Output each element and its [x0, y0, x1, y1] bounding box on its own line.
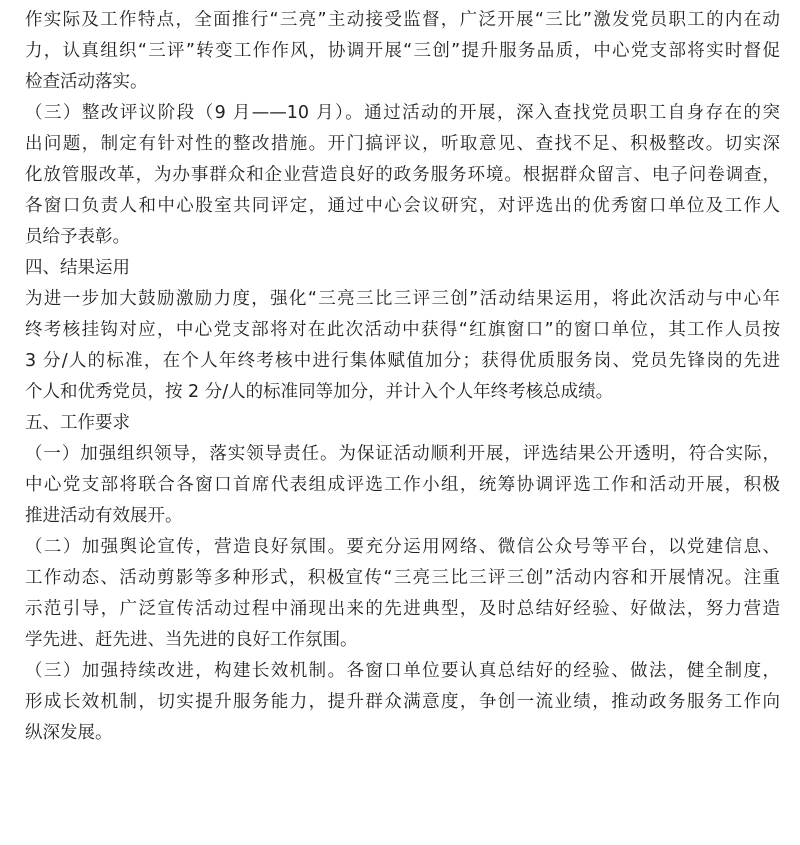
text-line: 推进活动有效展开。 — [25, 506, 183, 526]
text-line: 检查活动落实。 — [25, 72, 148, 92]
text-line: （三）整改评议阶段（9 月——10 月）。通过活动的开展，深入查找党员职工自身存在的突 — [25, 103, 780, 123]
text-line: 学先进、赶先进、当先进的良好工作氛围。 — [25, 630, 358, 650]
text-line: 各窗口负责人和中心股室共同评定，通过中心会议研究，对评选出的优秀窗口单位及工作人 — [25, 196, 780, 216]
text-line: 纵深发展。 — [25, 723, 113, 743]
text-line: 四、结果运用 — [25, 258, 130, 278]
text-line: 五、工作要求 — [25, 413, 130, 433]
text-line: 化放管服改革，为办事群众和企业营造良好的政务服务环境。根据群众留言、电子问卷调查， — [25, 165, 780, 185]
text-line: 员给予表彰。 — [25, 227, 130, 247]
text-line: （三）加强持续改进，构建长效机制。各窗口单位要认真总结好的经验、做法，健全制度， — [25, 661, 780, 681]
text-line: 个人和优秀党员，按 2 分/人的标准同等加分，并计入个人年终考核总成绩。 — [25, 382, 614, 402]
text-line: （二）加强舆论宣传，营造良好氛围。要充分运用网络、微信公众号等平台，以党建信息、 — [25, 537, 780, 557]
text-line: 工作动态、活动剪影等多种形式，积极宣传“三亮三比三评三创”活动内容和开展情况。注重 — [25, 568, 780, 588]
text-line: （一）加强组织领导，落实领导责任。为保证活动顺利开展，评选结果公开透明，符合实际， — [25, 444, 780, 464]
text-line: 终考核挂钩对应，中心党支部将对在此次活动中获得“红旗窗口”的窗口单位，其工作人员按 — [25, 320, 780, 340]
text-line: 为进一步加大鼓励激励力度，强化“三亮三比三评三创”活动结果运用，将此次活动与中心年 — [25, 289, 780, 309]
text-line: 3 分/人的标准，在个人年终考核中进行集体赋值加分；获得优质服务岗、党员先锋岗的先进 — [25, 351, 780, 371]
document-body — [25, 0, 780, 749]
text-line: 示范引导，广泛宣传活动过程中涌现出来的先进典型，及时总结好经验、好做法，努力营造 — [25, 599, 780, 619]
text-line: 作实际及工作特点，全面推行“三亮”主动接受监督，广泛开展“三比”激发党员职工的内在动 — [25, 10, 780, 30]
text-line: 出问题，制定有针对性的整改措施。开门搞评议，听取意见、查找不足、积极整改。切实深 — [25, 134, 780, 154]
text-line: 形成长效机制，切实提升服务能力，提升群众满意度，争创一流业绩，推动政务服务工作向 — [25, 692, 780, 712]
text-line: 中心党支部将联合各窗口首席代表组成评选工作小组，统筹协调评选工作和活动开展，积极 — [25, 475, 780, 495]
text-line: 力，认真组织“三评”转变工作作风，协调开展“三创”提升服务品质，中心党支部将实时督促 — [25, 41, 780, 61]
